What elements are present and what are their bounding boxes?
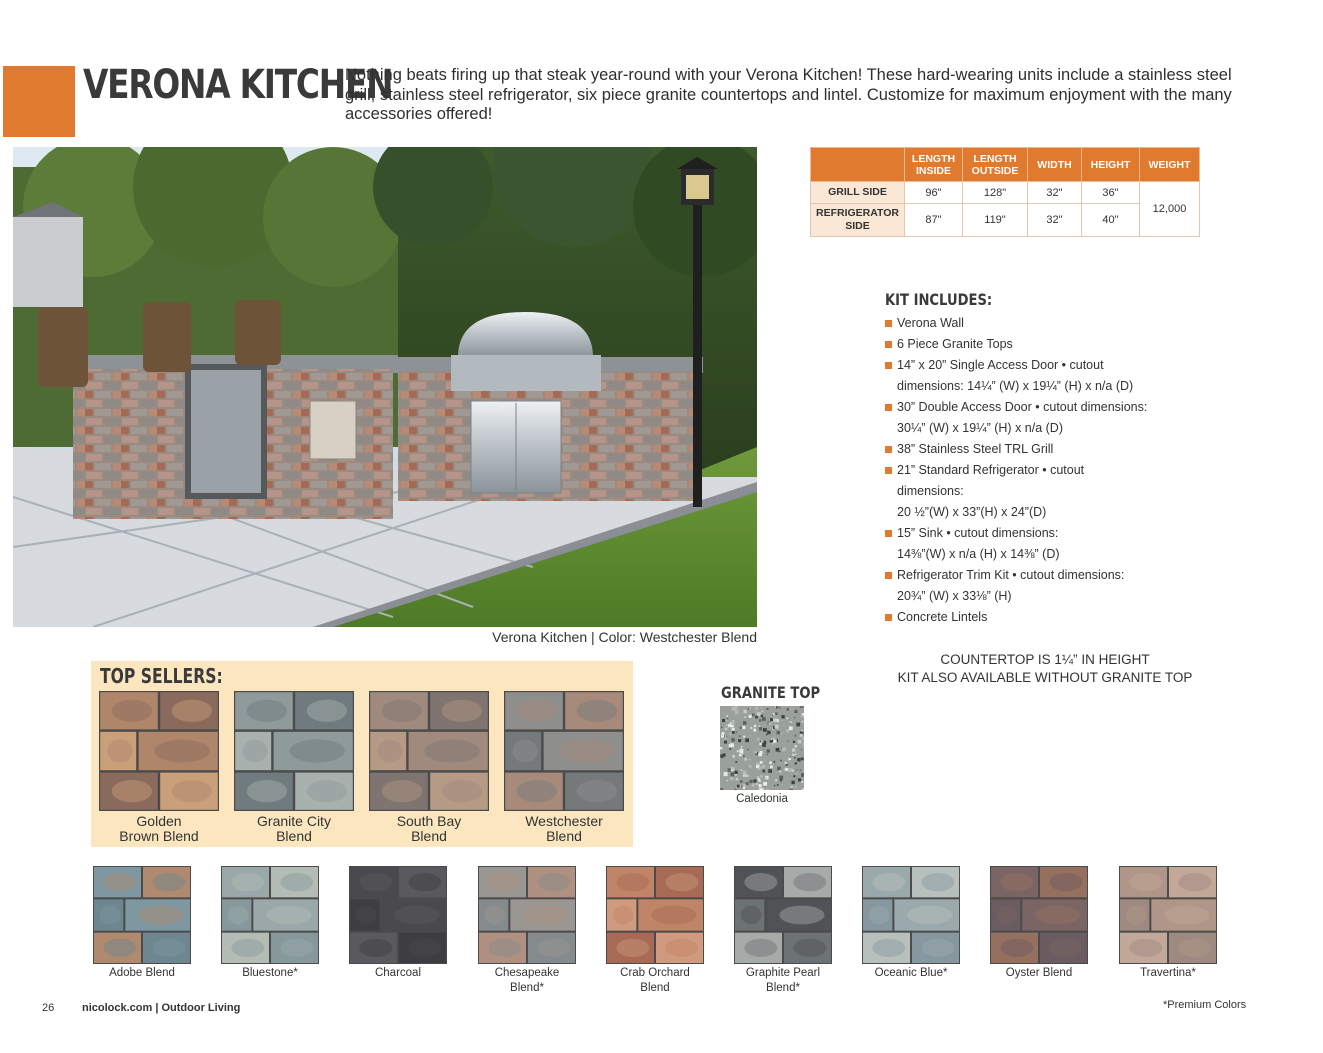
- row-label: GRILL SIDE: [811, 182, 905, 204]
- countertop-note: [880, 651, 1210, 687]
- kit-list: [885, 313, 1205, 628]
- swatch-label: Travertina*: [1140, 967, 1196, 979]
- intro-paragraph: Nothing beats firing up that steak year-round with your Verona Kitchen! These hard-wearing units include a stainless steel grill, stainless steel refrigerator, six piece granite countertops and lintel. Customize for maximum enjoyment with the many accessories offered!: [345, 66, 1232, 123]
- swatch-label: South Bay Blend: [396, 813, 462, 844]
- granite-swatch: [720, 706, 804, 790]
- bullet-icon: [885, 572, 892, 579]
- specs-header-row: [811, 148, 1200, 182]
- swatch-item: [349, 866, 447, 981]
- kit-item: 14” x 20” Single Access Door • cutout: [885, 355, 1205, 376]
- swatch-item: [734, 866, 832, 996]
- swatch-label: Westchester Blend: [525, 813, 603, 844]
- swatch-item: [1119, 866, 1217, 981]
- swatch-chesapeake: [478, 866, 576, 964]
- top-sellers-panel: [91, 661, 633, 847]
- granite-top: [712, 683, 821, 805]
- kitchen-photo: [13, 147, 757, 627]
- swatch-granite-city: [234, 691, 354, 811]
- swatch-label: Golden Brown Blend: [119, 813, 199, 844]
- swatch-item: [478, 866, 576, 996]
- kit-item-continuation: 20¾” (W) x 33⅛” (H): [897, 589, 1012, 603]
- swatch-label: Granite City Blend: [257, 813, 331, 844]
- bullet-icon: [885, 320, 892, 327]
- swatch-label: Adobe Blend: [109, 967, 175, 979]
- swatch-label: Chesapeake Blend*: [494, 967, 560, 994]
- kit-item: 6 Piece Granite Tops: [885, 334, 1205, 355]
- note-line: KIT ALSO AVAILABLE WITHOUT GRANITE TOP: [897, 670, 1193, 685]
- specs-table: [810, 147, 1200, 237]
- bullet-icon: [885, 530, 892, 537]
- premium-note: *Premium Colors: [1163, 999, 1247, 1011]
- kit-item-continuation: dimensions: 14¼” (W) x 19¼” (H) x n/a (D): [897, 379, 1134, 393]
- bullet-icon: [885, 446, 892, 453]
- kit-item-continuation: dimensions:: [897, 484, 964, 498]
- table-row: [811, 182, 1200, 204]
- swatch-label: Bluestone*: [242, 967, 298, 979]
- bullet-icon: [885, 467, 892, 474]
- bullet-icon: [885, 404, 892, 411]
- accent-square: [3, 66, 75, 137]
- granite-heading: GRANITE TOP: [721, 683, 821, 702]
- cell-width: 32": [1028, 182, 1082, 204]
- swatch-label: Graphite Pearl Blend*: [745, 967, 821, 994]
- photo-caption: Verona Kitchen | Color: Westchester Blend: [492, 629, 757, 645]
- cell-weight: 12,000: [1140, 182, 1200, 237]
- note-line: COUNTERTOP IS 1¼” IN HEIGHT: [940, 652, 1150, 667]
- swatch-crab-orchard: [606, 866, 704, 964]
- kit-item: Verona Wall: [885, 313, 1205, 334]
- kit-item-continuation: 30¼” (W) x 19¼” (H) x n/a (D): [897, 421, 1063, 435]
- swatch-label: Oyster Blend: [1005, 967, 1073, 979]
- swatch-oceanic-blue: [862, 866, 960, 964]
- row-label: REFRIGERATOR SIDE: [811, 204, 905, 237]
- kit-item: 15” Sink • cutout dimensions:: [885, 523, 1205, 544]
- swatch-adobe: [93, 866, 191, 964]
- swatch-item: [369, 691, 489, 844]
- swatch-charcoal: [349, 866, 447, 964]
- swatch-south-bay: [369, 691, 489, 811]
- specs-header-length-outside: LENGTH OUTSIDE: [963, 148, 1028, 182]
- kit-item: Concrete Lintels: [885, 607, 1205, 628]
- swatch-item: [862, 866, 960, 981]
- swatch-oyster: [990, 866, 1088, 964]
- specs-header-weight: WEIGHT: [1140, 148, 1200, 182]
- swatch-label: Charcoal: [374, 967, 422, 979]
- cell-length-outside: 119": [963, 204, 1028, 237]
- specs-header-height: HEIGHT: [1082, 148, 1140, 182]
- swatch-golden-brown: [99, 691, 219, 811]
- swatch-graphite-pearl: [734, 866, 832, 964]
- swatch-westchester: [504, 691, 624, 811]
- swatch-item: [93, 866, 191, 981]
- specs-header-length-inside: LENGTH INSIDE: [905, 148, 963, 182]
- granite-label: Caledonia: [736, 793, 788, 805]
- kit-item-continuation: 20 ½”(W) x 33”(H) x 24”(D): [897, 505, 1047, 519]
- kit-item: 21” Standard Refrigerator • cutout: [885, 460, 1205, 481]
- kit-item: 38” Stainless Steel TRL Grill: [885, 439, 1205, 460]
- swatch-bluestone: [221, 866, 319, 964]
- cell-height: 40": [1082, 204, 1140, 237]
- cell-length-outside: 128": [963, 182, 1028, 204]
- specs-header-blank: [811, 148, 905, 182]
- cell-length-inside: 96": [905, 182, 963, 204]
- page-number: 26: [42, 1002, 55, 1014]
- swatch-item: [221, 866, 319, 981]
- kit-item: Refrigerator Trim Kit • cutout dimensions:: [885, 565, 1205, 586]
- bullet-icon: [885, 341, 892, 348]
- cell-height: 36": [1082, 182, 1140, 204]
- swatch-label: Crab Orchard Blend: [620, 967, 690, 994]
- specs-header-width: WIDTH: [1028, 148, 1082, 182]
- swatch-item: [504, 691, 624, 844]
- page-title: VERONA KITCHEN: [83, 62, 393, 108]
- bullet-icon: [885, 362, 892, 369]
- swatch-item: [990, 866, 1088, 981]
- swatch-label: Oceanic Blue*: [874, 967, 948, 979]
- kit-heading: KIT INCLUDES:: [885, 290, 993, 309]
- kit-item-continuation: 14⅜”(W) x n/a (H) x 14⅜” (D): [897, 547, 1060, 561]
- swatch-travertina: [1119, 866, 1217, 964]
- swatch-item: [606, 866, 704, 996]
- footer-site: nicolock.com | Outdoor Living: [82, 1002, 241, 1014]
- cell-width: 32": [1028, 204, 1082, 237]
- swatch-item: [99, 691, 219, 844]
- kit-includes: [885, 290, 1205, 628]
- swatch-item: [234, 691, 354, 844]
- cell-length-inside: 87": [905, 204, 963, 237]
- top-sellers-heading: TOP SELLERS:: [100, 664, 223, 688]
- kit-item: 30” Double Access Door • cutout dimensions:: [885, 397, 1205, 418]
- bullet-icon: [885, 614, 892, 621]
